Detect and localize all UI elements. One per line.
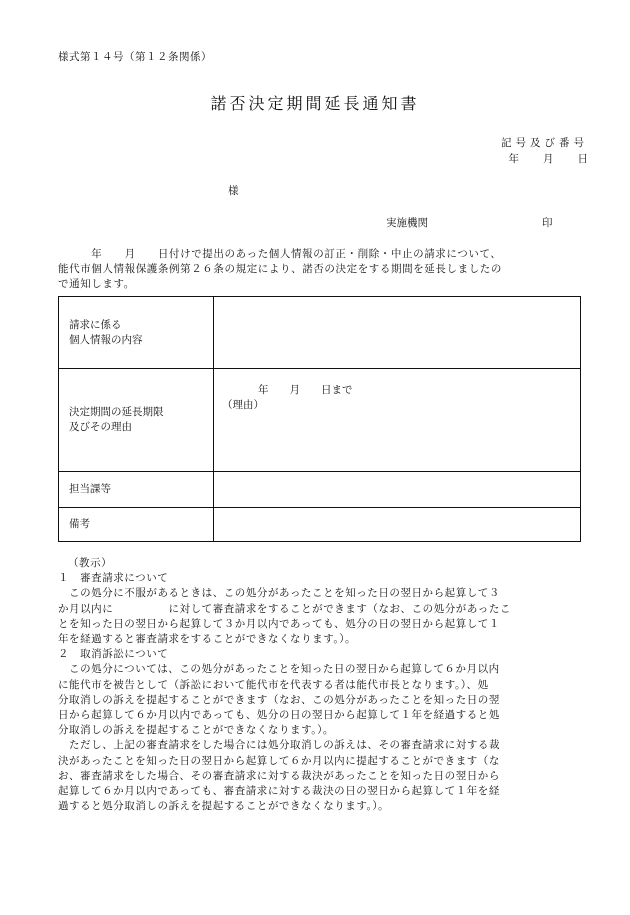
row-label-line: 備考 bbox=[69, 518, 90, 530]
notice-line: 年を経過すると審査請求をすることができなくなります。）。 bbox=[58, 633, 357, 646]
date-day: 日 bbox=[577, 153, 588, 165]
body-paragraph bbox=[58, 247, 588, 293]
table-row bbox=[59, 369, 581, 472]
instruction-notice bbox=[58, 556, 588, 814]
issue-date bbox=[509, 151, 589, 166]
form-number: 様式第１４号（第１２条関係） bbox=[58, 51, 212, 63]
row-label-line: 個人情報の内容 bbox=[69, 333, 143, 346]
row-value-remarks[interactable] bbox=[214, 508, 581, 542]
body-line: 年 月 日付けで提出のあった個人情報の訂正・削除・中止の請求について、 bbox=[58, 248, 502, 260]
row-label-deadline bbox=[59, 369, 214, 472]
addressee-honorific: 様 bbox=[228, 185, 239, 197]
notice-line: 決があったことを知った日の翌日から起算して６か月以内に提起することができます（な bbox=[58, 754, 500, 767]
row-label-requested-info bbox=[59, 297, 214, 369]
reference-number-label: 記号及び番号 bbox=[501, 137, 588, 149]
notice-line: この処分に不服があるときは、この処分があったことを知った日の翌日から起算して３ bbox=[58, 587, 500, 600]
notice-line: とを知った日の翌日から起算して３か月以内であっても、処分の日の翌日から起算して１ bbox=[58, 617, 500, 630]
deadline-reason-label: （理由） bbox=[222, 399, 264, 411]
row-value-department[interactable] bbox=[214, 472, 581, 508]
table-row bbox=[59, 297, 581, 369]
notice-line: 起算して６か月以内であっても、審査請求に対する裁決の日の翌日から起算して１年を経 bbox=[58, 785, 500, 798]
row-value-requested-info[interactable] bbox=[214, 297, 581, 369]
notice-line: お、審査請求をした場合、その審査請求に対する裁決があったことを知った日の翌日から bbox=[58, 769, 500, 782]
row-label-line: 担当課等 bbox=[69, 483, 111, 495]
date-month: 月 bbox=[543, 153, 554, 165]
table-row bbox=[59, 508, 581, 542]
table-row bbox=[59, 472, 581, 508]
deadline-date: 年 月 日まで bbox=[258, 384, 353, 396]
notice-heading: （教示） bbox=[68, 557, 113, 569]
document-title: 諾否決定期間延長通知書 bbox=[210, 94, 420, 113]
notice-line: に能代市を被告として（訴訟において能代市を代表する者は能代市長となります。）、処 bbox=[58, 678, 489, 691]
body-line: で通知します。 bbox=[58, 278, 135, 291]
notice-line: 日から起算して６か月以内であっても、処分の日の翌日から起算して１年を経過すると処 bbox=[58, 709, 500, 722]
notice-line: 分取消しの訴えを提起することができます（なお、この処分があったことを知った日の翌 bbox=[58, 693, 500, 706]
body-line: 能代市個人情報保護条例第２６条の規定により、諾否の決定をする期間を延長しましたの bbox=[58, 263, 502, 276]
extension-details-table bbox=[58, 296, 581, 542]
row-value-deadline[interactable] bbox=[214, 369, 581, 472]
row-label-line: 決定期間の延長期限 bbox=[69, 406, 164, 418]
row-label-department bbox=[59, 472, 214, 508]
notice-line: 分取消しの訴えを提起することができなくなります。）。 bbox=[58, 724, 334, 737]
notice-line: ただし、上記の審査請求をした場合には処分取消しの訴えは、その審査請求に対する裁 bbox=[58, 739, 500, 752]
notice-line: か月以内に に対して審査請求をすることができます（なお、この処分があったこ bbox=[58, 602, 511, 615]
row-label-remarks bbox=[59, 508, 214, 542]
row-label-line: 請求に係る bbox=[69, 318, 122, 331]
notice-line: この処分については、この処分があったことを知った日の翌日から起算して６か月以内 bbox=[58, 663, 500, 676]
issuing-organization-label: 実施機関 bbox=[386, 217, 428, 229]
notice-line: 過すると処分取消しの訴えを提起することができなくなります。）。 bbox=[58, 800, 390, 813]
row-label-line: 及びその理由 bbox=[69, 421, 132, 433]
notice-line: １ 審査請求について bbox=[58, 572, 169, 585]
notice-line: ２ 取消訴訟について bbox=[58, 648, 169, 661]
seal-mark: 印 bbox=[542, 217, 553, 229]
date-year: 年 bbox=[508, 153, 519, 165]
